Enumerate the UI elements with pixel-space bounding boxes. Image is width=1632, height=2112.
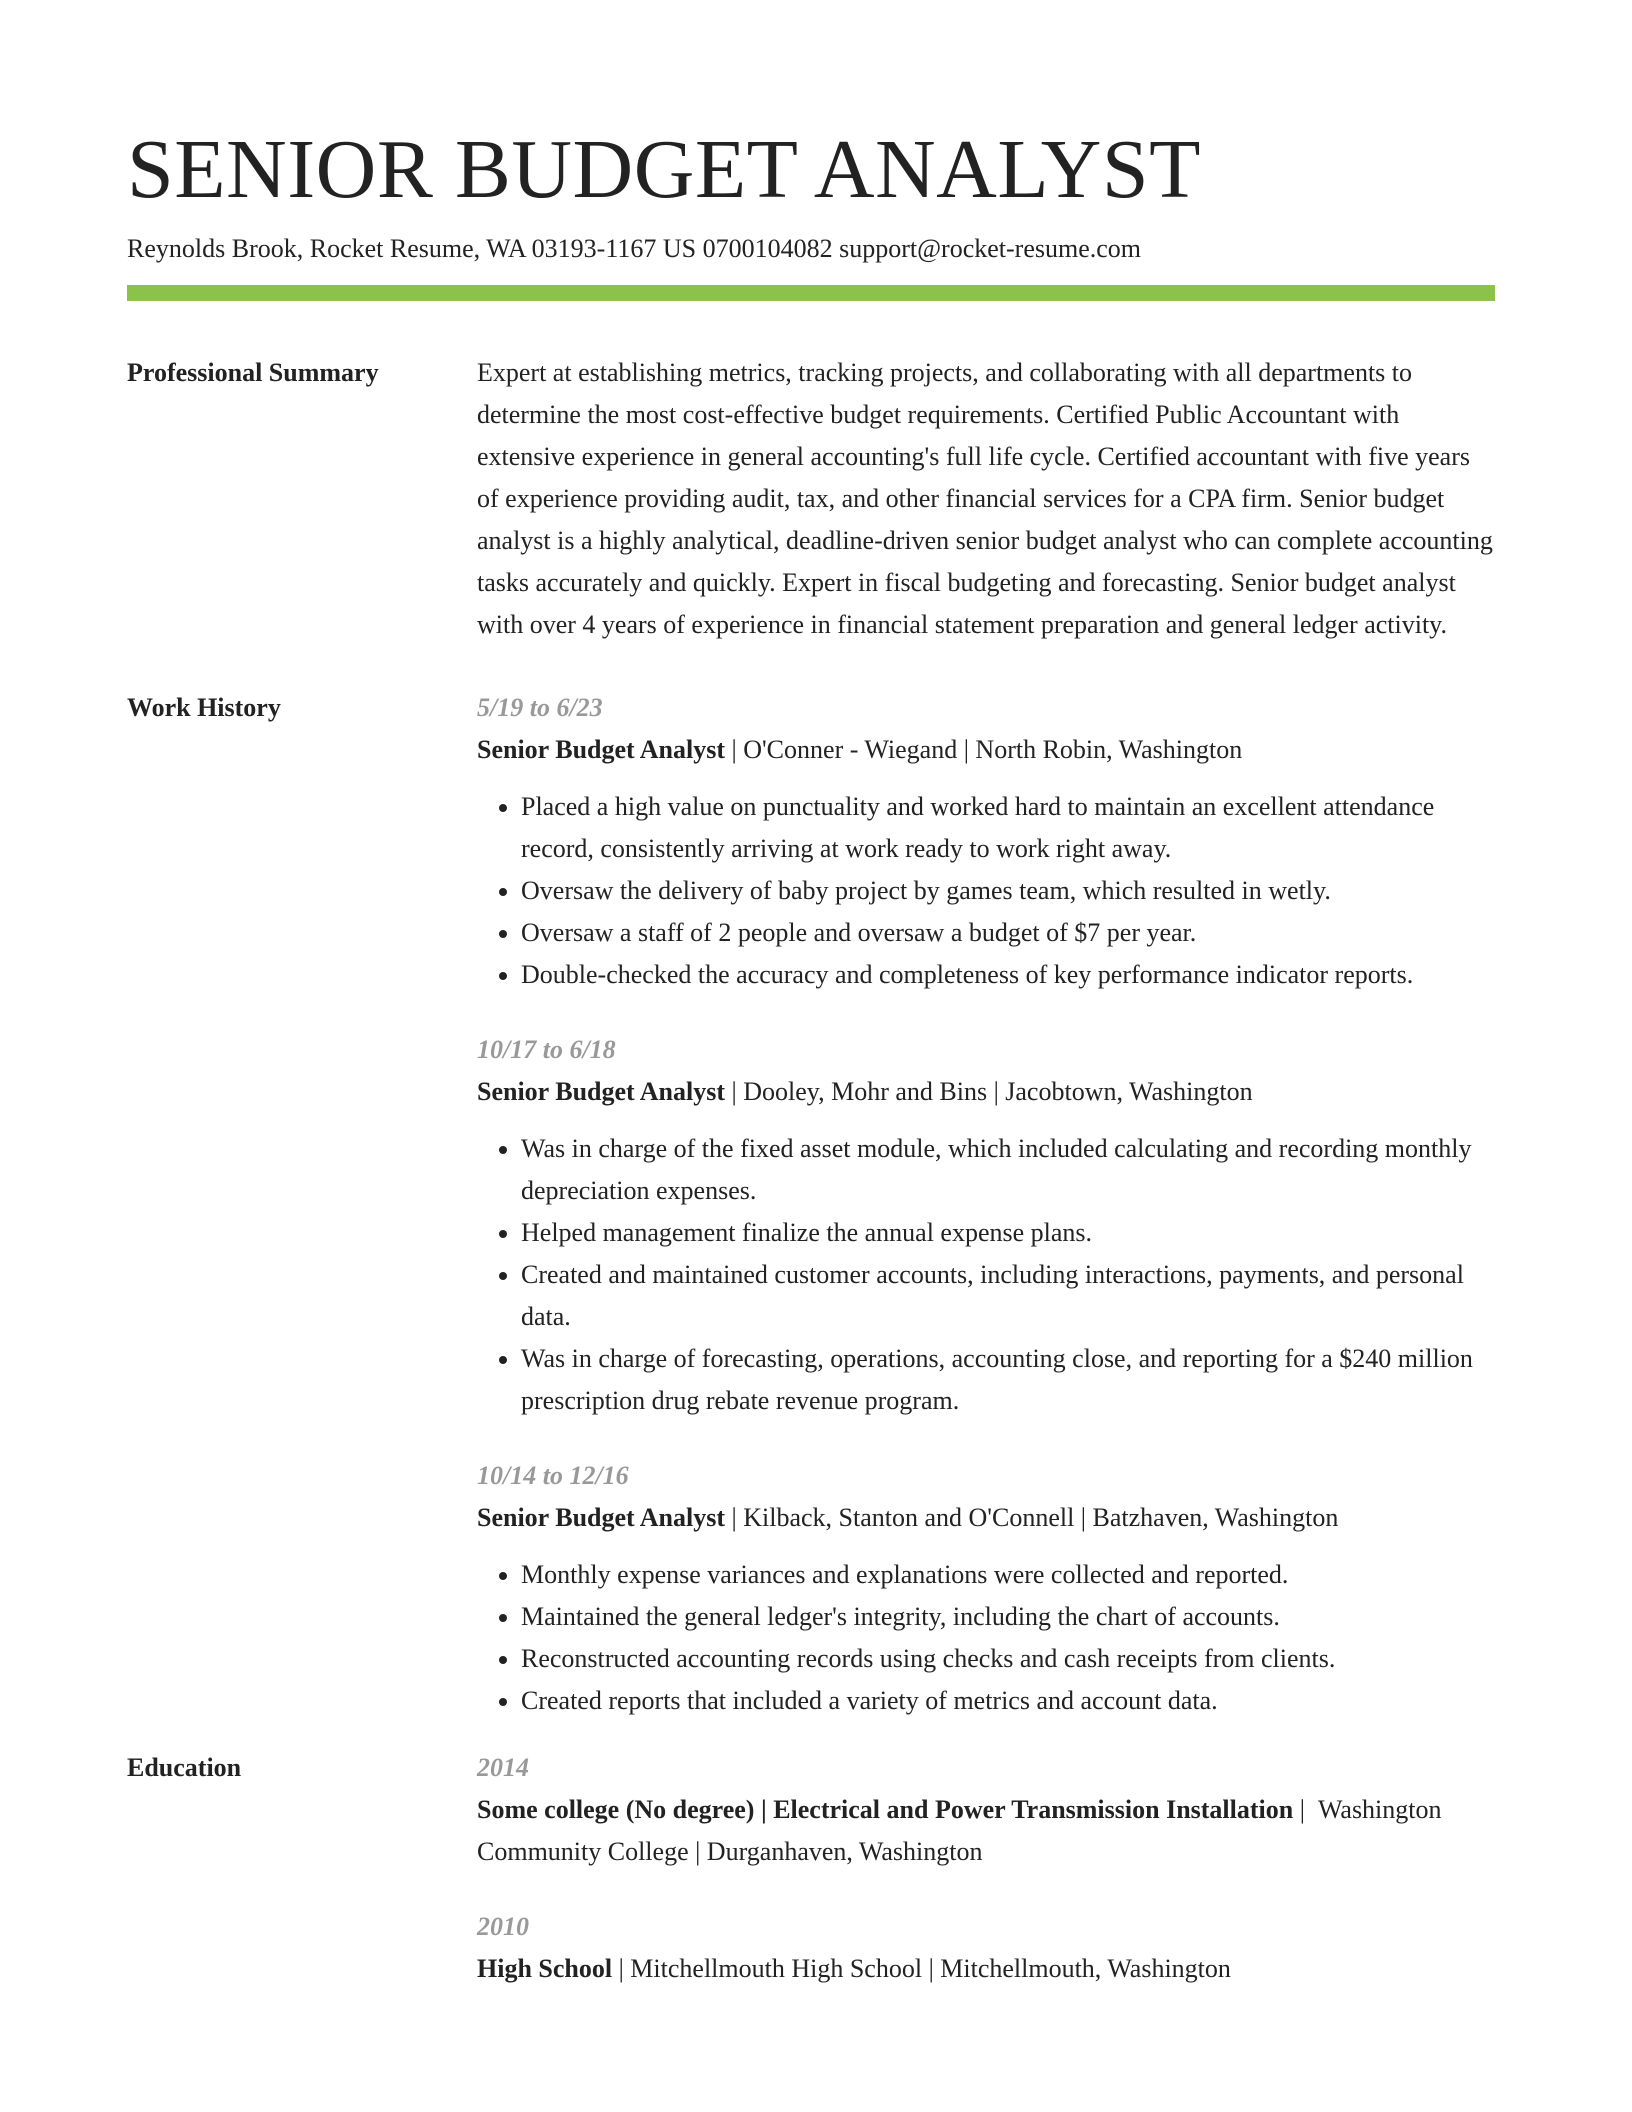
resume-page <box>127 120 1495 1990</box>
education-year: 2014 <box>477 1753 529 1782</box>
job-entry <box>477 1455 1495 1722</box>
job-entry <box>477 687 1495 996</box>
job-dates: 10/17 to 6/18 <box>477 1035 616 1064</box>
job-heading <box>477 729 1495 771</box>
list-item: • Placed a high value on punctuality and worked hard to maintain an excellent attendance record, consistently arriving at work ready to work right away. <box>521 786 1495 870</box>
work-history-section <box>127 687 1495 1722</box>
education-details: | Washington Community College | Durganhaven, Washington <box>477 1795 1442 1866</box>
job-entry <box>477 1029 1495 1422</box>
accent-divider <box>127 285 1495 301</box>
job-role: Senior Budget Analyst <box>477 735 726 764</box>
list-item: • Maintained the general ledger's integrity, including the chart of accounts. <box>521 1596 1495 1638</box>
education-degree: Some college (No degree) | Electrical and Power Transmission Installation <box>477 1795 1294 1824</box>
job-role: Senior Budget Analyst <box>477 1077 726 1106</box>
education-year: 2010 <box>477 1912 529 1941</box>
job-heading <box>477 1497 1495 1539</box>
section-title-summary: Professional Summary <box>127 358 379 387</box>
section-title-work: Work History <box>127 693 281 722</box>
list-item: • Created reports that included a variety of metrics and account data. <box>521 1680 1495 1722</box>
education-body <box>477 1747 1495 1990</box>
job-details: | Dooley, Mohr and Bins | Jacobtown, Washington <box>725 1077 1253 1106</box>
job-role: Senior Budget Analyst <box>477 1503 726 1532</box>
job-dates: 10/14 to 12/16 <box>477 1461 629 1490</box>
list-item: • Reconstructed accounting records using checks and cash receipts from clients. <box>521 1638 1495 1680</box>
job-bullets <box>477 1128 1495 1422</box>
job-heading <box>477 1071 1495 1113</box>
list-item: • Double-checked the accuracy and completeness of key performance indicator reports. <box>521 954 1495 996</box>
list-item: • Oversaw a staff of 2 people and oversaw a budget of $7 per year. <box>521 912 1495 954</box>
job-bullets <box>477 786 1495 996</box>
summary-section <box>127 352 1495 646</box>
work-history-body <box>477 687 1495 1722</box>
education-details: | Mitchellmouth High School | Mitchellmouth, Washington <box>612 1954 1231 1983</box>
job-dates: 5/19 to 6/23 <box>477 693 603 722</box>
education-section <box>127 1747 1495 1990</box>
job-details: | O'Conner - Wiegand | North Robin, Washington <box>725 735 1243 764</box>
education-entry <box>477 1906 1495 1990</box>
list-item: • Was in charge of the fixed asset module, which included calculating and recording monthly depreciation expenses. <box>521 1128 1495 1212</box>
education-entry <box>477 1747 1495 1873</box>
contact-line: Reynolds Brook, Rocket Resume, WA 03193-1167 US 0700104082 support@rocket-resume.com <box>127 234 1141 263</box>
job-bullets <box>477 1554 1495 1722</box>
section-title-education: Education <box>127 1753 242 1782</box>
education-degree: High School <box>477 1954 613 1983</box>
list-item: • Was in charge of forecasting, operations, accounting close, and reporting for a $240 million prescription drug rebate revenue program. <box>521 1338 1495 1422</box>
list-item: • Created and maintained customer accounts, including interactions, payments, and personal data. <box>521 1254 1495 1338</box>
list-item: • Helped management finalize the annual expense plans. <box>521 1212 1495 1254</box>
list-item: • Monthly expense variances and explanations were collected and reported. <box>521 1554 1495 1596</box>
summary-text: Expert at establishing metrics, tracking projects, and collaborating with all departments to determine the most cost-effective budget requirements. Certified Public Accountant with extensive experience in general accounting's full life cycle. Certified accountant with five years of experience providing audit, tax, and other financial services for a CPA firm. Senior budget analyst is a highly analytical, deadline-driven senior budget analyst who can complete accounting tasks accurately and quickly. Expert in fiscal budgeting and forecasting. Senior budget analyst with over 4 years of experience in financial statement preparation and general ledger activity. <box>477 358 1493 639</box>
education-heading <box>477 1948 1495 1990</box>
list-item: • Oversaw the delivery of baby project by games team, which resulted in wetly. <box>521 870 1495 912</box>
education-heading <box>477 1789 1495 1873</box>
summary-body <box>477 352 1495 646</box>
job-details: | Kilback, Stanton and O'Connell | Batzhaven, Washington <box>725 1503 1339 1532</box>
candidate-title: SENIOR BUDGET ANALYST <box>127 123 1201 216</box>
